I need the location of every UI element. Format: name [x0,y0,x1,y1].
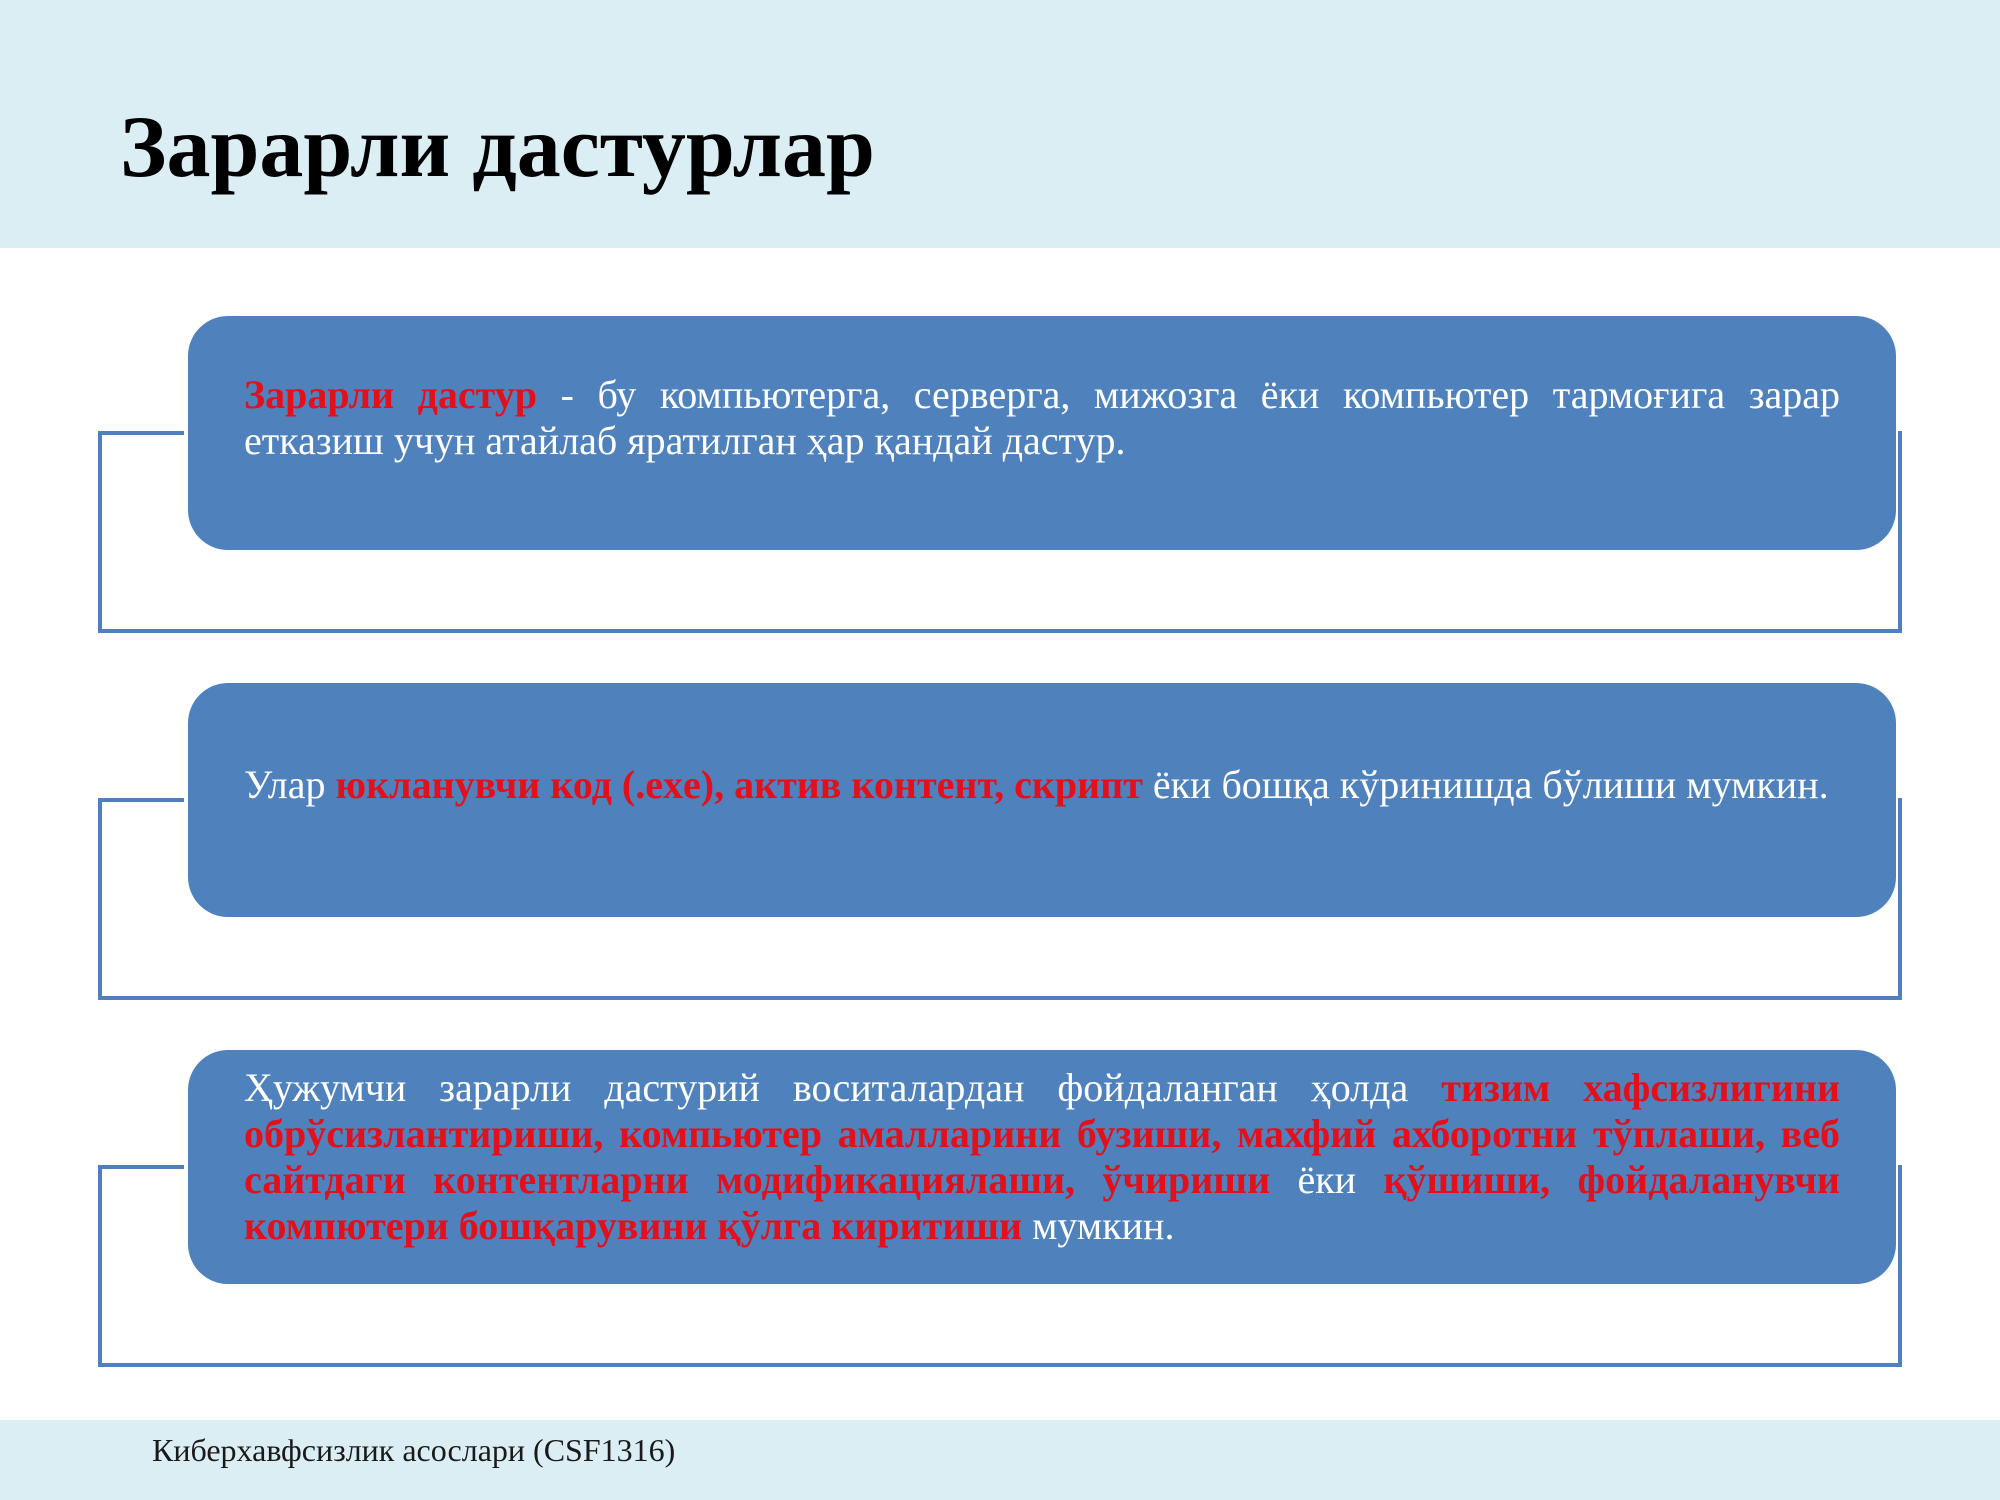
highlight-text: юкланувчи код (.exe), актив контент, скрипт [335,762,1143,807]
definition-text [244,372,1840,464]
definition-card [188,316,1896,550]
highlight-text: қўшиши, фойдаланувчи компютери бошқарувини қўлга киритиши [244,1157,1840,1248]
body-text: ёки бошқа кўринишда бўлиши мумкин. [1142,762,1829,807]
body-text: Улар [244,762,336,807]
highlight-text: тизим хафсизлигини обрўсизлантириши, компьютер амалларини бузиши, махфий ахборотни тўплаши, веб сайтдаги контентларни модификациялаши, ўчириши [244,1065,1840,1202]
body-text: - бу компьютерга, серверга, мижозга ёки компьютер тармоғига зарар етказиш учун атайлаб яратилган ҳар қандай дастур. [244,372,1841,463]
attacker-text [244,1065,1840,1249]
body-text: мумкин. [1022,1203,1175,1248]
forms-text [244,762,1840,808]
footer-course-label: Киберхавфсизлик асослари (CSF1316) [152,1432,676,1468]
body-text: Ҳужумчи зарарли дастурий воситалардан фойдаланган ҳолда [244,1065,1442,1110]
highlight-text: Зарарли дастур [244,372,538,417]
attacker-card [188,1050,1896,1284]
slide-title: Зарарли дастурлар [120,99,875,196]
forms-card [188,683,1896,917]
body-text: ёки [1270,1157,1384,1202]
